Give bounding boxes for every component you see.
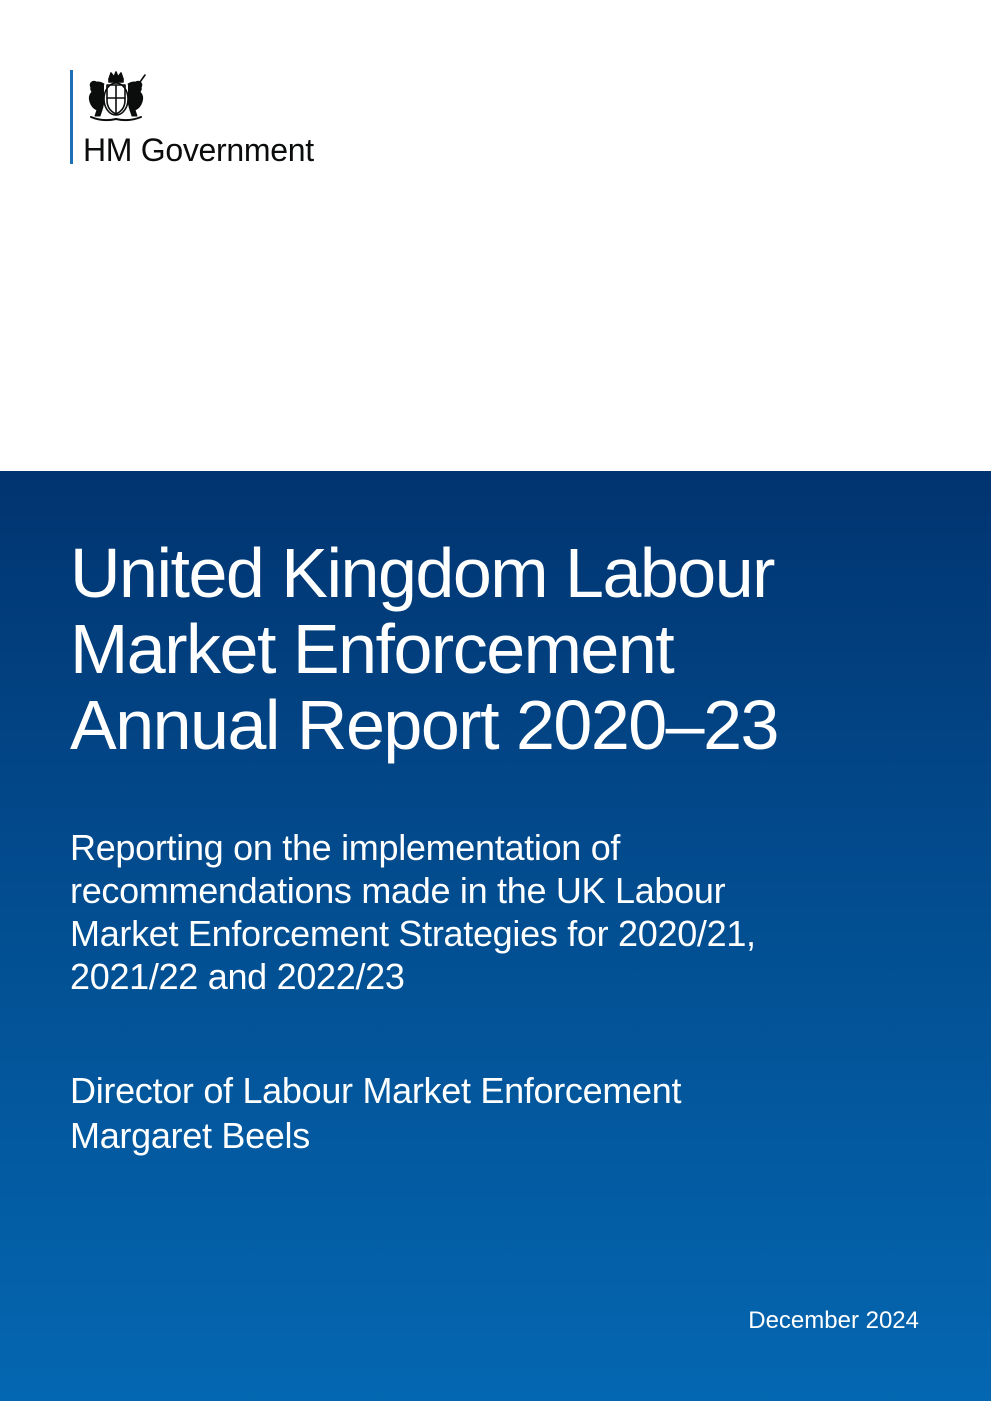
author-role: Director of Labour Market Enforcement: [70, 1070, 682, 1111]
report-title-line: Annual Report 2020–23: [70, 686, 778, 764]
report-subtitle-line: 2021/22 and 2022/23: [70, 956, 405, 997]
report-title-line: Market Enforcement: [70, 610, 674, 688]
cover-blue-panel: [0, 471, 991, 1401]
royal-coat-of-arms-icon: [83, 70, 149, 122]
report-subtitle-line: recommendations made in the UK Labour: [70, 870, 726, 911]
publication-date: December 2024: [748, 1307, 919, 1334]
report-subtitle: [70, 826, 930, 998]
report-subtitle-line: Market Enforcement Strategies for 2020/21,: [70, 913, 756, 954]
author-name: Margaret Beels: [70, 1115, 310, 1156]
report-title: [70, 535, 930, 763]
report-title-line: United Kingdom Labour: [70, 534, 774, 612]
organisation-name: HM Government: [83, 132, 314, 168]
report-subtitle-line: Reporting on the implementation of: [70, 827, 621, 868]
logo-accent-rule: [70, 70, 73, 164]
hm-government-logo: [70, 70, 370, 166]
report-author: [70, 1068, 930, 1158]
